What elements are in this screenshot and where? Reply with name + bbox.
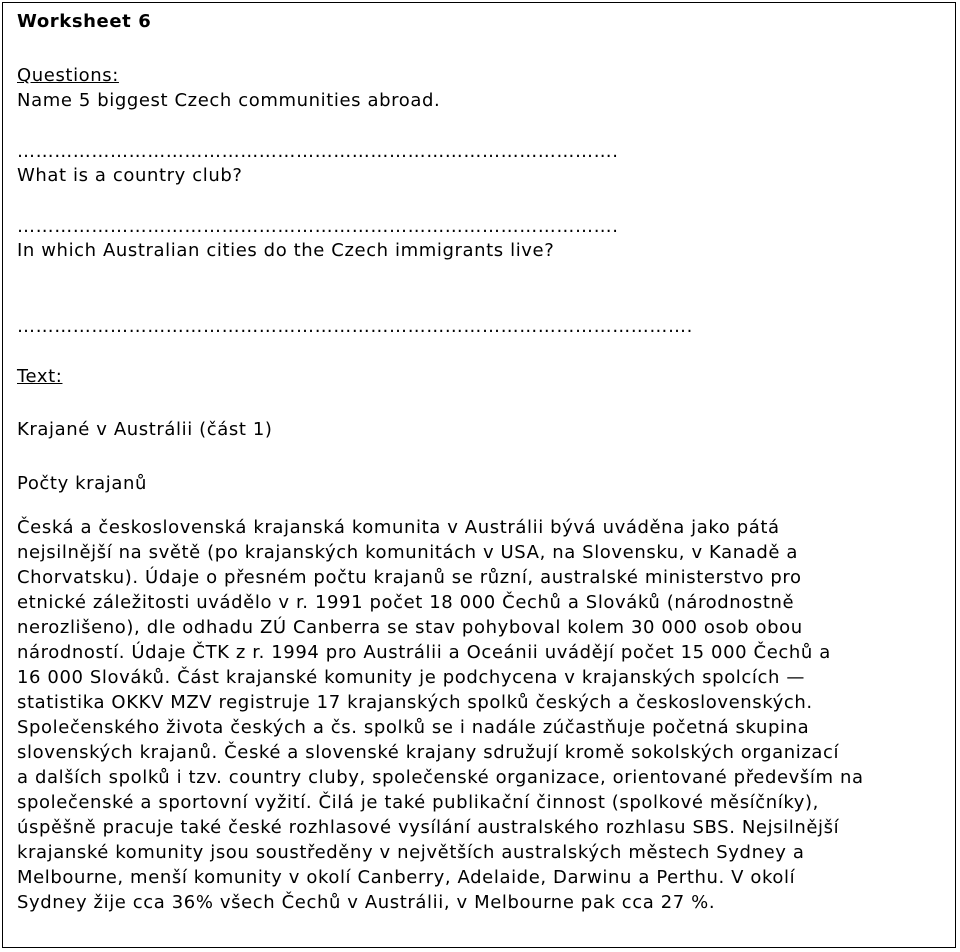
answer-line-3: ………………………………………………………………………………………………. [17,316,693,337]
text-heading: Text: [17,366,63,387]
paragraph-line: národností. Údaje ČTK z r. 1994 pro Austrálii a Oceánii uvádějí počet 15 000 Čechů a [17,642,831,663]
answer-line-1: ……………………………………………………………………………………. [17,141,619,162]
paragraph-line: Česká a československá krajanská komunita v Austrálii bývá uváděna jako pátá [17,517,780,538]
question-1: Name 5 biggest Czech communities abroad. [17,90,441,111]
paragraph-line: krajanské komunity jsou soustředěny v největších australských městech Sydney a [17,842,805,863]
paragraph-line: 16 000 Slováků. Část krajanské komunity je podchycena v krajanských spolcích — [17,667,805,688]
paragraph-line: etnické záležitosti uvádělo v r. 1991 počet 18 000 Čechů a Slováků (národnostně [17,592,795,613]
paragraph-line: nerozlišeno), dle odhadu ZÚ Canberra se stav pohyboval kolem 30 000 osob obou [17,617,803,638]
paragraph-line: Společenského života českých a čs. spolků se i nadále zúčastňuje početná skupina [17,717,810,738]
paragraph-line: Melbourne, menší komunity v okolí Canberry, Adelaide, Darwinu a Perthu. V okolí [17,867,796,888]
question-2: What is a country club? [17,165,243,186]
article-title: Krajané v Austrálii (část 1) [17,419,273,440]
paragraph-line: statistika OKKV MZV registruje 17 krajanských spolků českých a československých. [17,692,813,713]
paragraph-line: úspěšně pracuje také české rozhlasové vysílání australského rozhlasu SBS. Nejsilnější [17,817,840,838]
paragraph-line: a dalších spolků i tzv. country cluby, společenské organizace, orientované především na [17,767,864,788]
questions-heading: Questions: [17,65,119,86]
paragraph-line: Sydney žije cca 36% všech Čechů v Austrálii, v Melbourne pak cca 27 %. [17,892,716,913]
worksheet [2,2,956,948]
answer-line-2: ……………………………………………………………………………………. [17,216,619,237]
paragraph-line: nejsilnější na světě (po krajanských komunitách v USA, na Slovensku, v Kanadě a [17,542,799,563]
article-paragraph [17,515,933,915]
question-3: In which Australian cities do the Czech immigrants live? [17,240,555,261]
paragraph-line: společenské a sportovní vyžití. Čilá je také publikační činnost (spolkové měsíčníky), [17,792,819,813]
section-title: Počty krajanů [17,473,148,494]
worksheet-title: Worksheet 6 [17,11,152,32]
paragraph-line: slovenských krajanů. České a slovenské krajany sdružují kromě sokolských organizací [17,742,840,763]
paragraph-line: Chorvatsku). Údaje o přesném počtu krajanů se různí, australské ministerstvo pro [17,567,802,588]
